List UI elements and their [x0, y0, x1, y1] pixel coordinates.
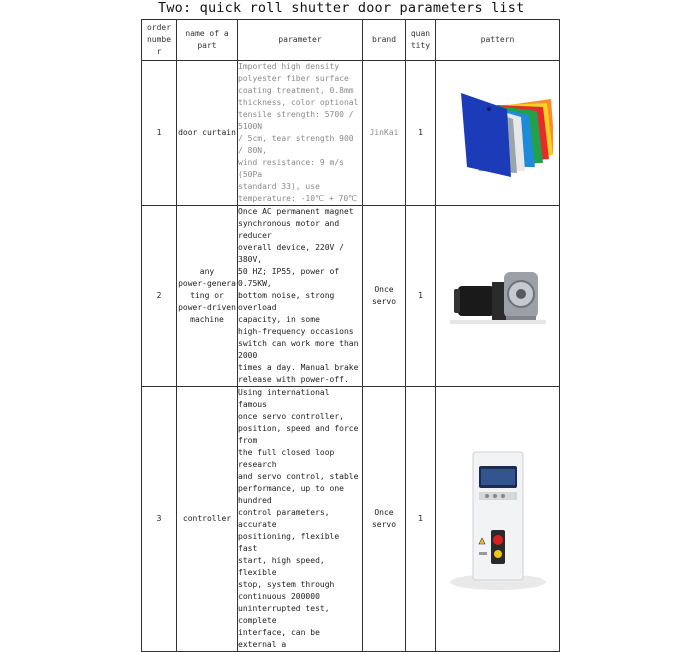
row-quantity: 1: [406, 61, 436, 206]
fabric-swatch-image: [443, 83, 553, 183]
header-quantity-line: quan: [410, 29, 431, 38]
motor-image: [448, 256, 548, 336]
row-part-name: any power-genera ting or power-driven machine: [177, 206, 238, 387]
row-pattern: [436, 387, 560, 652]
header-order-line: r: [156, 47, 162, 56]
row-parameter: Imported high density polyester fiber surface coating treatment, 0.8mm thickness, color optional tensile strength: 5700 / 5100N / 5cm, tear strength 900 / 80N, wind resistance: 9 m/s (50Pa standard 33), use temperature: -10℃ + 70℃: [238, 61, 363, 206]
row-brand: JinKai: [363, 61, 406, 206]
row-pattern: [436, 61, 560, 206]
header-order-line: order: [146, 23, 172, 32]
header-name: [177, 20, 238, 61]
header-quantity: [406, 20, 436, 61]
header-name-line: part: [197, 41, 217, 50]
header-order: [142, 20, 177, 61]
row-brand: Once servo: [363, 206, 406, 387]
row-part-name: controller: [177, 387, 238, 652]
table-row: [142, 61, 560, 206]
table-row: [142, 387, 560, 652]
page-title: Two: quick roll shutter door parameters list: [158, 0, 525, 16]
header-brand: brand: [363, 20, 406, 61]
row-part-name: door curtain: [177, 61, 238, 206]
header-name-line: name of a: [185, 29, 229, 38]
header-order-line: numbe: [146, 35, 172, 44]
row-brand: Once servo: [363, 387, 406, 652]
parameters-table: [141, 19, 560, 652]
table-row: [142, 206, 560, 387]
header-parameter: parameter: [238, 20, 363, 61]
row-parameter: Using international famous once servo controller, position, speed and force from the full closed loop research and servo control, stable performance, up to one hundred control parameters, accurate positioning, flexible fast start, high speed, flexible stop, system through continuous 200000 uninterrupted test, complete interface, can be external a: [238, 387, 363, 652]
row-order: 3: [142, 387, 177, 652]
row-pattern: [436, 206, 560, 387]
controller-box-image: [443, 444, 553, 594]
table-header-row: [142, 20, 560, 61]
row-quantity: 1: [406, 387, 436, 652]
row-parameter: Once AC permanent magnet synchronous motor and reducer overall device, 220V / 380V, 50 HZ; IP55, power of 0.75KW, bottom noise, strong overload capacity, in some high-frequency occasions switch can work more than 2000 times a day. Manual brake release with power-off.: [238, 206, 363, 387]
header-pattern: pattern: [436, 20, 560, 61]
row-order: 2: [142, 206, 177, 387]
row-quantity: 1: [406, 206, 436, 387]
row-order: 1: [142, 61, 177, 206]
header-quantity-line: tity: [410, 41, 431, 50]
